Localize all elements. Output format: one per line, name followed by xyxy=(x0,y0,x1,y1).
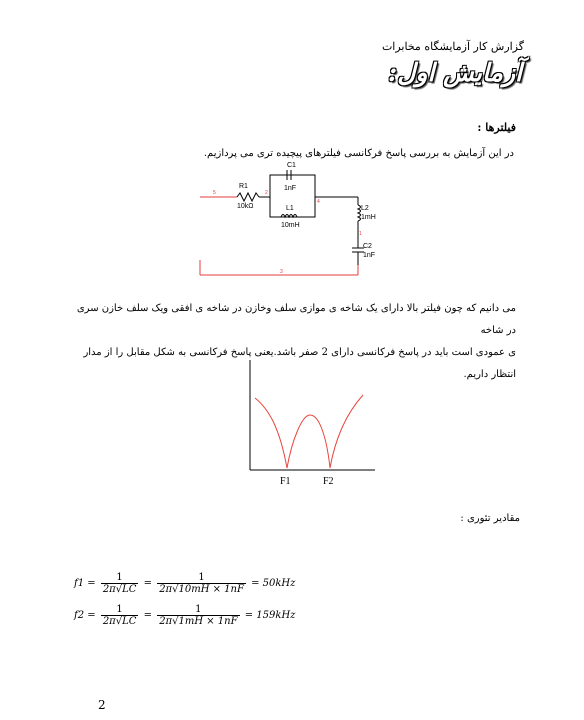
r1-value: 10kΩ xyxy=(237,203,254,210)
formulas-block xyxy=(72,572,297,636)
c1-value: 1nF xyxy=(284,185,297,192)
f1-num2: 1 xyxy=(157,572,246,584)
node-4: 4 xyxy=(317,199,320,205)
experiment-title: آزمایش اول: xyxy=(388,58,522,87)
f1-num: 1 xyxy=(101,572,139,584)
f2-lhs: f2 = xyxy=(74,610,96,621)
theory-values-label: مقادیر تئوری : xyxy=(460,513,520,524)
f1-fraction-general xyxy=(101,572,139,595)
f1-lhs: f1 = xyxy=(74,578,96,589)
c2-label: C2 xyxy=(363,243,372,250)
l1-label: L1 xyxy=(286,205,294,212)
f1-den2: 2π√10mH × 1nF xyxy=(159,584,244,595)
circuit-schematic xyxy=(195,160,395,280)
explanation-line-1: می دانیم که چون فیلتر بالا دارای یک شاخه ی موازی سلف وخازن در شاخه ی افقی ویک سلف خازن سری در شاخه xyxy=(76,303,516,336)
l1-value: 10mH xyxy=(281,222,300,229)
section-title: فیلترها : xyxy=(477,121,516,134)
c2-value: 1nF xyxy=(363,252,376,259)
f1-result: = 50kHz xyxy=(251,578,296,589)
f1-den: 2π√LC xyxy=(102,584,137,595)
intro-paragraph: در این آزمایش به بررسی پاسخ فرکانسی فیلترهای پیچیده تری می پردازیم. xyxy=(203,148,514,159)
report-header: گزارش کار آزمایشگاه مخابرات xyxy=(381,40,524,53)
node-5: 5 xyxy=(213,190,216,196)
f2-label: F2 xyxy=(323,476,334,487)
r1-label: R1 xyxy=(239,183,248,190)
f1-label: F1 xyxy=(280,476,291,487)
f2-den: 2π√LC xyxy=(102,616,137,627)
node-1: 1 xyxy=(359,231,362,237)
node-3: 3 xyxy=(280,269,283,275)
f1-fraction-values xyxy=(157,572,246,595)
f2-result: = 159kHz xyxy=(244,610,296,621)
resistor-r1 xyxy=(237,193,259,201)
f2-fraction-values xyxy=(157,604,239,627)
node-2: 2 xyxy=(265,190,268,196)
f2-num2: 1 xyxy=(157,604,239,616)
c1-label: C1 xyxy=(287,162,296,169)
formula-f2: f2 = $\frac{1}{2\pi√LC}$ = $\frac{1}{2\pi√1mH \times 1nF}$ = 159kHz xyxy=(74,604,296,627)
formula-f1: f1 = $\frac{1}{2\pi√LC}$ = $\frac{1}{2\pi√10mH \times 1nF}$ = 50kHz xyxy=(74,572,296,595)
f2-fraction-general xyxy=(101,604,139,627)
frequency-response-plot xyxy=(230,360,380,495)
f2-den2: 2π√1mH × 1nF xyxy=(159,616,238,627)
explanation-line-2: ی عمودی است باید در پاسخ فرکانسی دارای 2 صفر باشد.یعنی پاسخ فرکانسی به شکل مقابل را از مدار انتظار داریم. xyxy=(83,347,516,380)
f2-num: 1 xyxy=(101,604,139,616)
l2-value: 1mH xyxy=(361,214,376,221)
response-curve xyxy=(255,395,363,468)
page-number: 2 xyxy=(98,698,106,712)
l2-label: L2 xyxy=(361,205,369,212)
